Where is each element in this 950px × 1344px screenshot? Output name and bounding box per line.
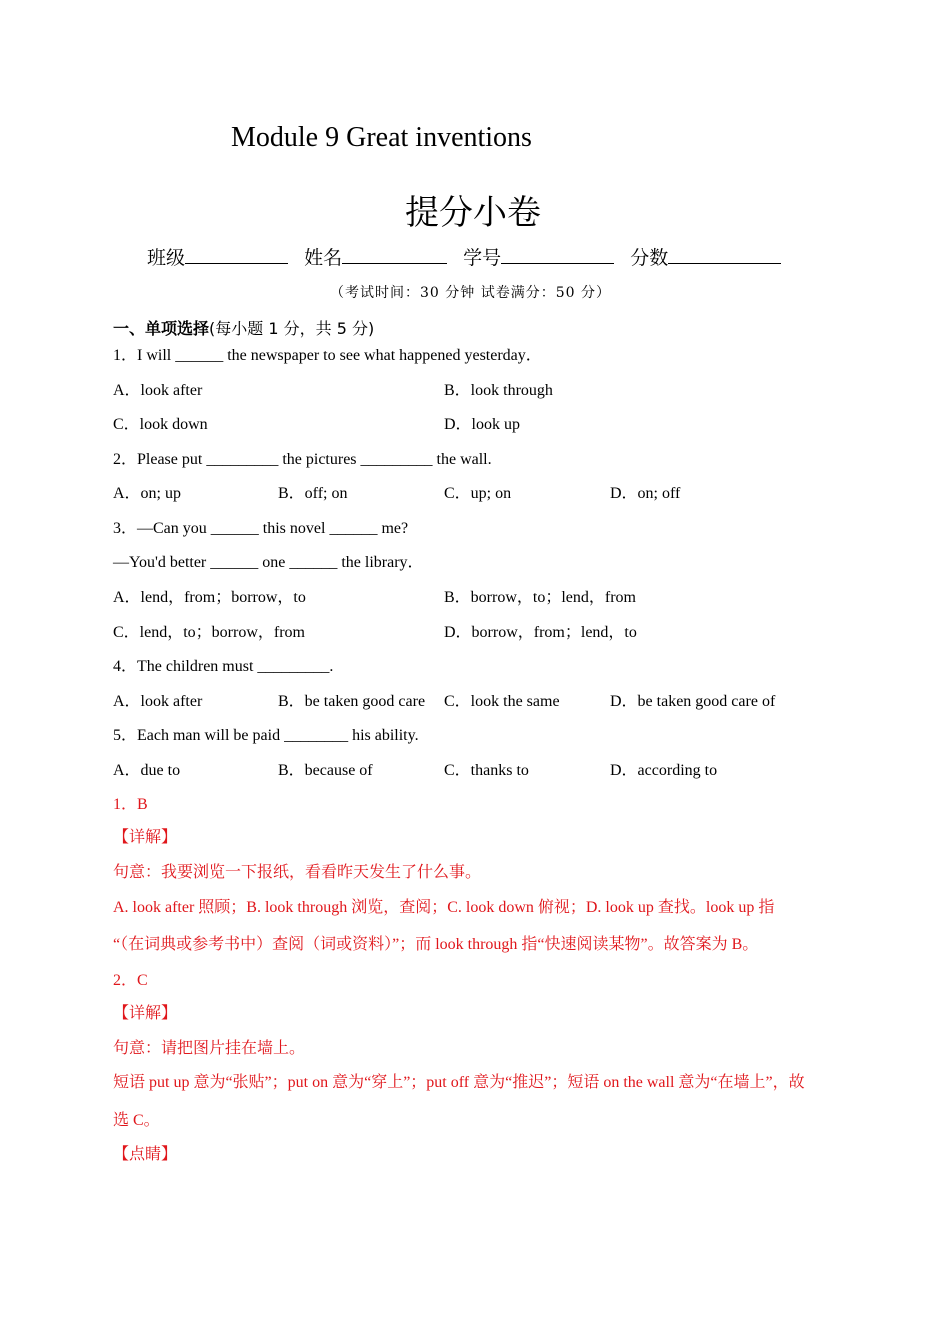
exam-note: （考试时间：30 分钟 试卷满分：50 分） bbox=[330, 285, 611, 301]
score-blank[interactable] bbox=[668, 245, 781, 264]
class-blank[interactable] bbox=[185, 245, 288, 264]
question-5-stem: 5．Each man will be paid ________ his ability. bbox=[113, 727, 419, 744]
student-info-row bbox=[147, 243, 791, 270]
question-4-option-b: B．be taken good care bbox=[278, 693, 426, 710]
question-4-stem: 4．The children must _________. bbox=[113, 658, 334, 675]
question-3-stem: 3．—Can you ______ this novel ______ me? bbox=[113, 520, 409, 537]
answer-2-explain-line-2: 选 C。 bbox=[113, 1112, 160, 1129]
question-2-stem: 2．Please put _________ the pictures _________ the wall. bbox=[113, 451, 492, 468]
answer-1-explain-line-2: “（在词典或参考书中）查阅（词或资料）”；而 look through 指“快速阅读某物”。故答案为 B。 bbox=[113, 936, 759, 953]
answer-2-tip-label: 【点睛】 bbox=[113, 1144, 178, 1163]
name-blank[interactable] bbox=[342, 245, 447, 264]
question-3-option-b: B．borrow，to；lend，from bbox=[444, 589, 636, 606]
question-2-option-c: C．up; on bbox=[444, 485, 512, 502]
module-title: Module 9 Great inventions bbox=[231, 122, 532, 153]
score-label: 分数 bbox=[630, 247, 669, 269]
answer-1-number: 1．B bbox=[113, 796, 148, 813]
question-5-option-d: D．according to bbox=[610, 762, 718, 779]
answer-2-explain-line-1: 短语 put up 意为“张贴”；put on 意为“穿上”；put off 意为“推迟”；短语 on the wall 意为“在墙上”，故 bbox=[113, 1074, 805, 1091]
question-3-option-c: C．lend，to；borrow，from bbox=[113, 624, 305, 641]
section-heading bbox=[113, 316, 374, 339]
main-title: 提分小卷 bbox=[405, 193, 541, 233]
question-2-option-a: A．on; up bbox=[113, 485, 182, 502]
question-2-option-d: D．on; off bbox=[610, 485, 681, 502]
question-1-option-a: A．look after bbox=[113, 382, 203, 399]
question-3-stem-2: —You'd better ______ one ______ the library． bbox=[113, 554, 424, 571]
answer-2-number: 2．C bbox=[113, 972, 148, 989]
question-3-option-d: D．borrow，from；lend，to bbox=[444, 624, 637, 641]
question-4-option-c: C．look the same bbox=[444, 693, 560, 710]
question-5-option-b: B．because of bbox=[278, 762, 373, 779]
student-id-label: 学号 bbox=[463, 247, 502, 269]
answer-1-meaning: 句意：我要浏览一下报纸，看看昨天发生了什么事。 bbox=[113, 862, 482, 881]
section-heading-rest: (每小题 1 分，共 5 分) bbox=[209, 319, 375, 338]
question-3-option-a: A．lend，from；borrow，to bbox=[113, 589, 306, 606]
question-4-option-a: A．look after bbox=[113, 693, 203, 710]
question-4-option-d: D．be taken good care of bbox=[610, 693, 776, 710]
question-5-option-c: C．thanks to bbox=[444, 762, 529, 779]
section-heading-bold: 一、单项选择 bbox=[113, 319, 210, 338]
answer-2-meaning: 句意：请把图片挂在墙上。 bbox=[113, 1038, 306, 1057]
answer-1-detail-label: 【详解】 bbox=[113, 827, 178, 846]
question-5-option-a: A．due to bbox=[113, 762, 181, 779]
question-1-option-b: B．look through bbox=[444, 382, 553, 399]
question-1-option-d: D．look up bbox=[444, 416, 521, 433]
question-2-option-b: B．off; on bbox=[278, 485, 348, 502]
answer-2-detail-label: 【详解】 bbox=[113, 1003, 178, 1022]
name-label: 姓名 bbox=[304, 247, 343, 269]
answer-1-explain-line-1: A. look after 照顾；B. look through 浏览，查阅；C. look down 俯视；D. look up 查找。look up 指 bbox=[113, 899, 775, 916]
question-1-option-c: C．look down bbox=[113, 416, 208, 433]
class-label: 班级 bbox=[147, 247, 186, 269]
question-1-stem: 1．I will ______ the newspaper to see what happened yesterday． bbox=[113, 347, 542, 364]
student-id-blank[interactable] bbox=[501, 245, 614, 264]
